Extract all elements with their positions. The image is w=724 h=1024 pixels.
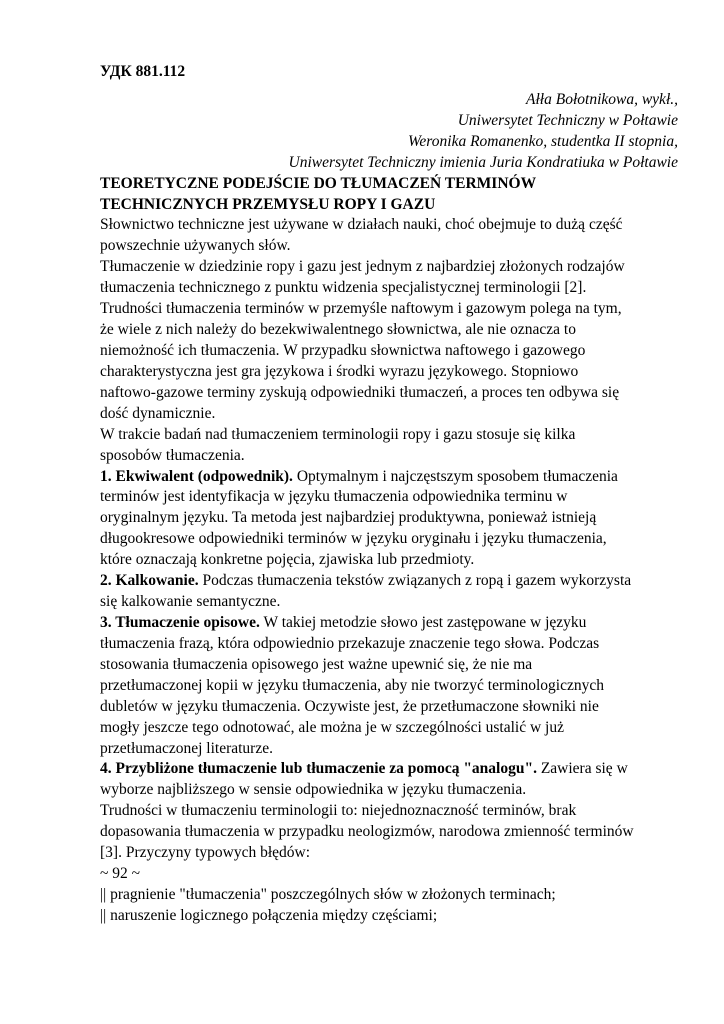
paragraph [100,425,636,467]
paragraph [100,257,636,299]
list-item [100,906,636,927]
paragraph-text: W takiej metodzie słowo jest zastępowane w języku tłumaczenia frazą, która odpowiednio przekazuje znaczenie tego słowa. Podczas stosowania tłumaczenia opisowego jest ważne upewnić się, że nie ma przetłumaczonej kopii w języku tłumaczenia, aby nie tworzyć terminologicznych dubletów w języku tłumaczenia. Oczywiste jest, że przetłumaczone słowniki nie mogły jeszcze tego odnotować, ale można je w szczególności ustalić w już przetłumaczonej literaturze. [100,613,604,757]
paragraph-lead: 4. Przybliżone tłumaczenie lub tłumaczenie za pomocą "analogu". [100,760,537,778]
paragraph [100,299,636,425]
paragraph-text: Słownictwo techniczne jest używane w działach nauki, choć obejmuje to dużą część powszechnie używanych słów. [100,216,623,255]
paragraph-text: Trudności tłumaczenia terminów w przemyśle naftowym i gazowym polega na tym, że wiele z nich należy do bezekwiwalentnego słownictwa, ale nie oznacza to niemożność ich tłumaczenia. W przypadku słownictwa naftowego i gazowego charakterystyczna jest gra językowa i środki wyrazu językowego. Stopniowo naftowo-gazowe terminy zyskują odpowiedniki tłumaczeń, a proces ten odbywa się dość dynamicznie. [100,300,622,422]
author-line: Weronika Romanenko, studentka II stopnia, [407,132,678,150]
article-title-line: TEORETYCZNE PODEJŚCIE DO TŁUMACZEŃ TERMINÓW [100,174,537,192]
paragraph-method-equivalent [100,467,636,572]
paragraph-method-calque [100,571,636,613]
paragraph-lead: 3. Tłumaczenie opisowe. [100,613,260,631]
paragraph-text: Podczas tłumaczenia tekstów związanych z ropą i gazem wykorzysta się kalkowanie semantyczne. [100,572,632,611]
udc-number: УДК 881.112 [100,63,186,80]
paragraph [100,801,636,864]
article-title-line: TECHNICZNYCH PRZEMYSŁU ROPY I GAZU [100,195,436,213]
author-block [100,90,678,174]
author-affiliation: Uniwersytet Techniczny w Połtawie [457,111,678,129]
paragraph-text: Optymalnym i najczęstszym sposobem tłumaczenia terminów jest identyfikacja w języku tłumaczenia odpowiednika terminu w oryginalnym języku. Ta metoda jest najbardziej produktywna, ponieważ istnieją długookresowe odpowiedniki terminów w języku oryginału i języku tłumaczenia, które oznaczają konkretne pojęcia, zjawiska lub przedmioty. [100,467,618,569]
paragraph-text: ~ 92 ~ [100,865,141,883]
paragraph-text: Trudności w tłumaczeniu terminologii to: niejednoznaczność terminów, brak dopasowania tłumaczenia w przypadku neologizmów, narodowa zmienność terminów [3]. Przyczyny typowych błędów: [100,802,634,862]
article-body [100,215,636,926]
list-item [100,885,636,906]
page-number-marker [100,864,636,885]
paragraph-method-analog [100,759,636,801]
paragraph-text: || pragnienie "tłumaczenia" poszczególnych słów w złożonych terminach; [100,885,556,903]
paragraph-text: || naruszenie logicznego połączenia między częściami; [100,906,438,924]
paragraph-lead: 1. Ekwiwalent (odpowednik). [100,467,293,485]
paragraph-text: W trakcie badań nad tłumaczeniem terminologii ropy i gazu stosuje się kilka sposobów tłumaczenia. [100,425,576,464]
paragraph-lead: 2. Kalkowanie. [100,572,199,590]
paragraph-method-descriptive [100,613,636,759]
author-line: Ałła Bołotnikowa, wykł., [526,90,678,108]
author-affiliation: Uniwersytet Techniczny imienia Juria Kondratiuka w Połtawie [288,153,678,171]
paragraph-text: Tłumaczenie w dziedzinie ropy i gazu jest jednym z najbardziej złożonych rodzajów tłumaczenia technicznego z punktu widzenia specjalistycznej terminologii [2]. [100,258,625,297]
article-title [100,174,678,216]
paragraph [100,215,636,257]
paragraph-text: Zawiera się w wyborze najbliższego w sensie odpowiednika w języku tłumaczenia. [100,760,628,799]
